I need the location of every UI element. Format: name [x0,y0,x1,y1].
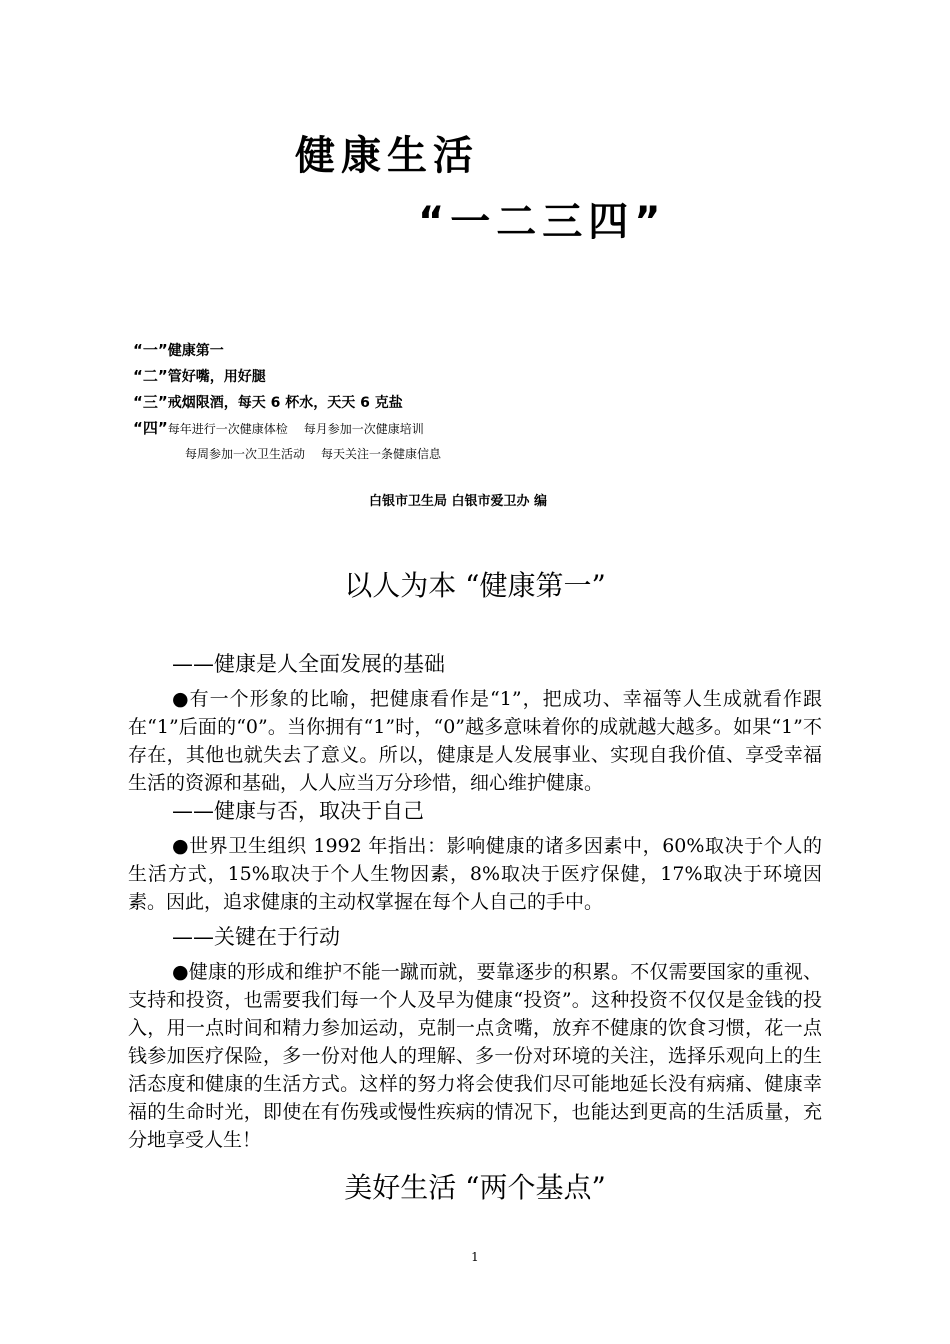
section1-subheading-1: ——健康是人全面发展的基础 [172,652,445,676]
summary-list [133,338,441,467]
author-line: 白银市卫生局 白银市爱卫办 编 [369,494,548,509]
summary-item-3-key: “三” [133,393,168,411]
summary-item-1-key: “一” [133,341,168,359]
summary-item-4-text-b: 每月参加一次健康培训 [303,422,424,436]
summary-item-1 [133,338,441,364]
summary-item-2 [133,364,441,390]
section1-paragraph-3: ●健康的形成和维护不能一蹴而就，要靠逐步的积累。不仅需要国家的重视、支持和投资，也需要我们每一个人及早为健康“投资”。这种投资不仅仅是金钱的投入，用一点时间和精力参加运动，克制一点贪嘴，放弃不健康的饮食习惯，花一点钱参加医疗保险，多一份对他人的理解、多一份对环境的关注，选择乐观向上的生活态度和健康的生活方式。这样的努力将会使我们尽可能地延长没有病痛、健康幸福的生命时光，即使在有伤残或慢性疾病的情况下，也能达到更高的生活质量，充分地享受人生！ [128,961,822,1151]
summary-item-3-text: 戒烟限酒，每天 6 杯水，天天 6 克盐 [167,395,403,411]
summary-item-2-key: “二” [133,367,168,385]
summary-item-4-key: “四” [133,419,168,437]
summary-item-4 [133,416,441,442]
section1-paragraph-2: ●世界卫生组织 1992 年指出：影响健康的诸多因素中，60%取决于个人的生活方式，15%取决于个人生物因素，8%取决于医疗保健，17%取决于环境因素。因此，追求健康的主动权掌握在每个人自己的手中。 [128,835,822,913]
summary-item-1-text: 健康第一 [167,343,224,359]
summary-item-4-text-d: 每天关注一条健康信息 [321,447,442,461]
summary-item-2-text: 管好嘴，用好腿 [167,369,266,385]
section1-title: 以人为本 “健康第一” [344,569,606,602]
section1-paragraph-1: ●有一个形象的比喻，把健康看作是“1”，把成功、幸福等人生成就看作跟在“1”后面的“0”。当你拥有“1”时，“0”越多意味着你的成就越大越多。如果“1”不存在，其他也就失去了意义。所以，健康是人发展事业、实现自我价值、享受幸福生活的资源和基础，人人应当万分珍惜，细心维护健康。 [128,688,822,794]
summary-item-4-text-a: 每年进行一次健康体检 [167,422,288,436]
summary-item-3 [133,390,441,416]
summary-item-4-text-c: 每周参加一次卫生活动 [185,447,306,461]
section2-title: 美好生活 “两个基点” [344,1171,606,1204]
section1-subheading-3: ——关键在于行动 [172,925,340,949]
section1-subheading-2: ——健康与否，取决于自己 [172,799,424,823]
summary-item-4-cont [133,442,441,467]
document-title-line2: “一二三四” [418,199,667,245]
page-number: 1 [471,1250,479,1264]
document-title-line1: 健康生活 [295,133,479,179]
